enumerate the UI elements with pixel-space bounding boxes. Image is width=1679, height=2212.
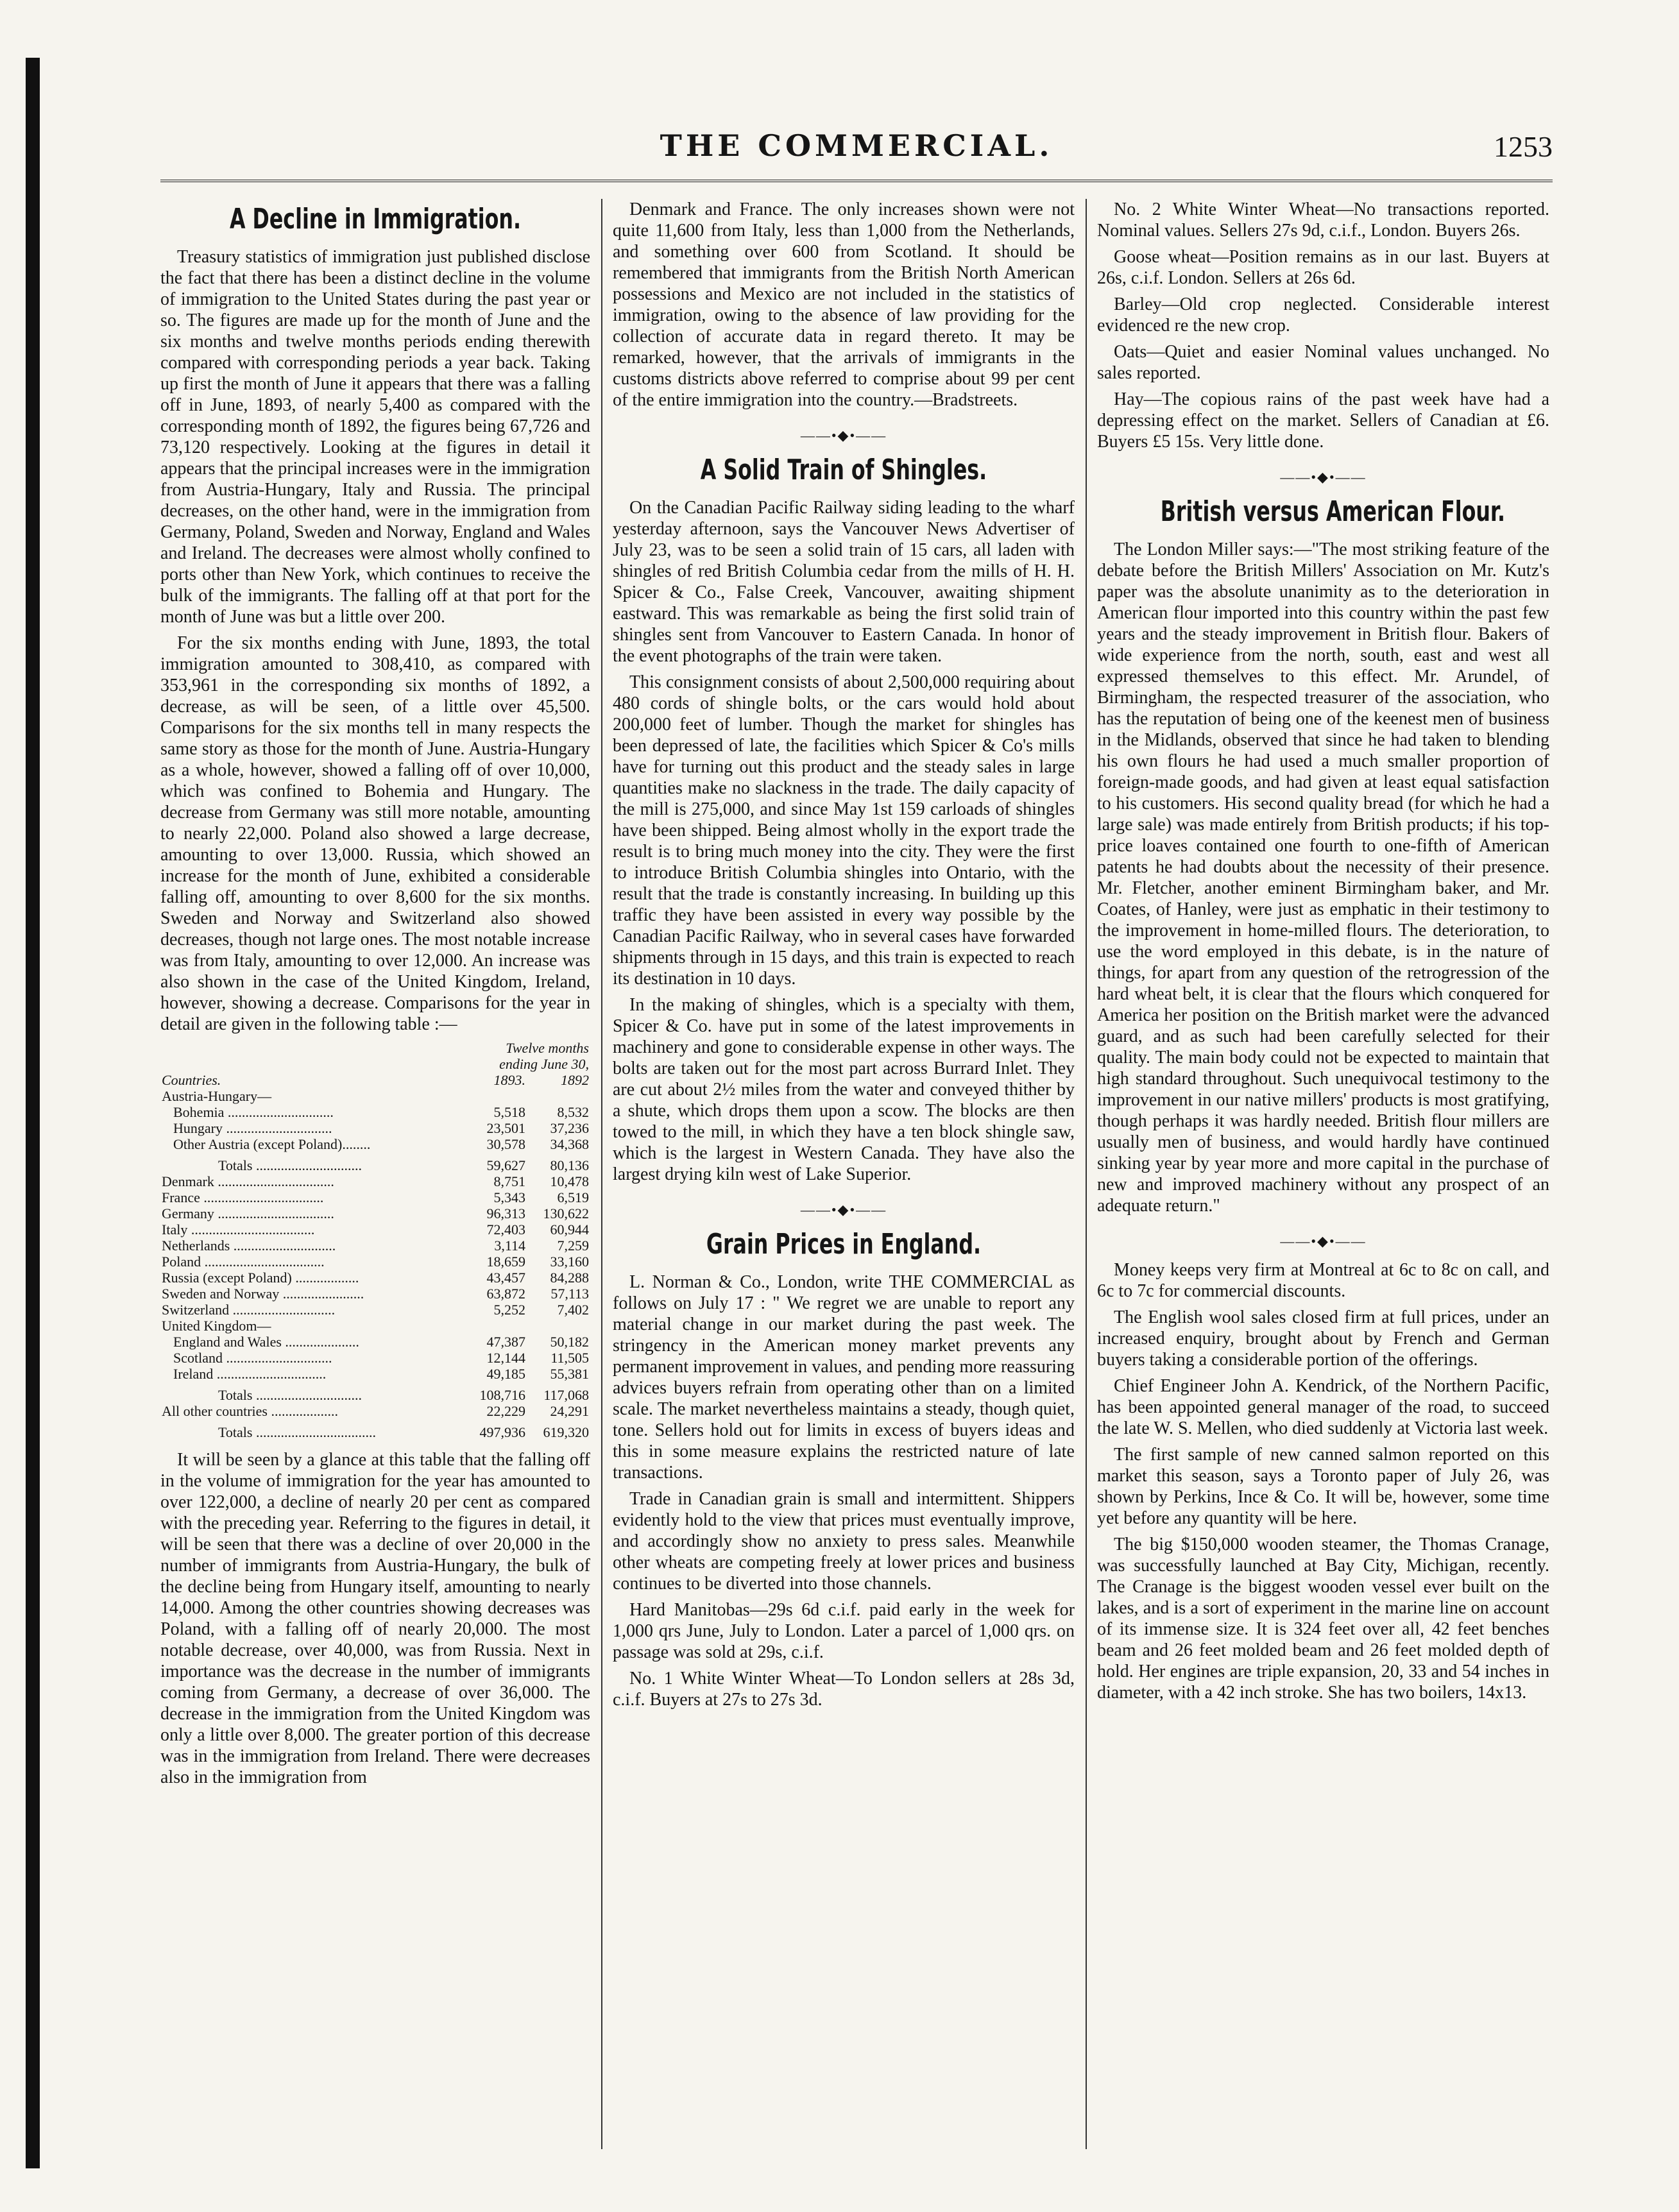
paragraph: Denmark and France. The only increases shown were not quite 11,600 from Italy, less than 1,000 from the Netherlands, and something over 600 from Scotland. It should be remembered that immigrants from the British North American possessions and Mexico are not included in the statistics of immigration, owing to the absence of law providing for the collection of accurate data in regard thereto. It may be remarked, however, that the arrivals of immigrants in the customs districts above referred to comprise about 99 per cent of the entire immigration into the country.—Bradstreets. xyxy=(613,200,1075,410)
table-row: Totals .............................. 59,627 80,136 xyxy=(218,1157,589,1173)
table-row: Sweden and Norway ....................... 63,872 57,113 xyxy=(162,1286,589,1302)
paragraph: No. 1 White Winter Wheat—To London sellers at 28s 3d, c.i.f. Buyers at 27s to 27s 3d. xyxy=(613,1669,1075,1710)
column-rule xyxy=(1086,199,1087,2149)
news-note: The big $150,000 wooden steamer, the Thomas Cranage, was successfully launched at Bay City, Michigan, recently. The Cranage is the biggest wooden vessel ever built on the lakes, and is a sort of experiment in the marine line on account of its immense size. It is 324 feet over all, 42 feet benches beam and 26 feet molded beam and 26 feet molded depth of hold. Her engines are triple expansion, 20, 33 and 54 inches in diameter, with a 42 inch stroke. She has two boilers, 14x13. xyxy=(1097,1535,1549,1703)
column-2 xyxy=(613,199,1075,1715)
masthead: THE COMMERCIAL. xyxy=(660,128,1053,163)
table-header: Countries. xyxy=(162,1072,221,1088)
article-title-grain: Grain Prices in England. xyxy=(706,1228,982,1261)
table-row: England and Wales ..................... 47,387 50,182 xyxy=(173,1334,589,1350)
table-row: Denmark ................................. 8,751 10,478 xyxy=(162,1173,589,1189)
paragraph: Trade in Canadian grain is small and intermittent. Shippers evidently hold to the view that prices must eventually improve, and accordingly show no anxiety to press sales. Meanwhile other wheats are competing freely at lower prices and business continues to be diverted into those channels. xyxy=(613,1489,1075,1594)
table-row: Scotland .............................. 12,144 11,505 xyxy=(173,1350,589,1366)
table-row: Ireland ............................... 49,185 55,381 xyxy=(173,1366,589,1382)
column-1 xyxy=(160,199,590,1793)
table-row: Italy ................................... 72,403 60,944 xyxy=(162,1221,589,1238)
paragraph: For the six months ending with June, 1893, the total immigration amounted to 308,410, as compared with 353,961 in the corresponding six months of 1892, a decrease, as will be seen, of a little over 45,500. Comparisons for the six months tell in many respects the same story as those for the month of June. Austria-Hungary as a whole, however, showed a falling off of over 10,000, which was confined to Bohemia and Hungary. The decrease from Germany was still more notable, amounting to nearly 22,000. Poland also showed a large decrease, amounting to over 13,000. Russia, which showed an increase for the month of June, exhibited a considerable falling off, amounting to over 8,600 for the six months. Sweden and Norway and Switzerland also showed decreases, though not large ones. The most notable increase was from Italy, amounting to over 12,000. An increase was also shown in the case of the United Kingdom, Ireland, however, showing a decrease. Comparisons for the year in detail are given in the following table :— xyxy=(160,633,590,1034)
paragraph: Treasury statistics of immigration just published disclose the fact that there has been a distinct decline in the volume of immigration to the United States during the past year or so. The figures are made up for the month of June and the six months and twelve months periods ending therewith compared with corresponding periods a year back. Taking up first the month of June it appears that there was a falling off in June, 1893, of nearly 5,400 as compared with the corresponding month of 1892, the figures being 67,726 and 73,120 respectively. Looking at the figures in detail it appears that the principal increases were in the immigration from Austria-Hungary, Italy and Russia. The principal decreases, on the other hand, were in the immigration from Germany, Poland, Sweden and Norway, England and Wales and Ireland. The decreases were almost wholly confined to ports other than New York, which continues to receive the bulk of the immigrants. The falling off at that port for the month of June was but a little over 200. xyxy=(160,247,590,627)
paragraph: Hard Manitobas—29s 6d c.i.f. paid early in the week for 1,000 qrs June, July to London. Later a parcel of 1,000 qrs. on passage was sold at 29s, c.i.f. xyxy=(613,1600,1075,1662)
section-divider: ——•◆•—— xyxy=(1280,1233,1367,1249)
column-rule xyxy=(601,199,602,2149)
table-row: Russia (except Poland) .................. 43,457 84,288 xyxy=(162,1270,589,1286)
page-header xyxy=(160,115,1553,182)
article-title-immigration: A Decline in Immigration. xyxy=(229,203,522,235)
paragraph: Hay—The copious rains of the past week have had a depressing effect on the market. Sellers of Canadian at £6. Buyers £5 15s. Very little done. xyxy=(1097,389,1549,452)
immigration-table xyxy=(160,1040,590,1440)
table-row: Totals .............................. 108,716 117,068 xyxy=(218,1387,589,1403)
section-divider: ——•◆•—— xyxy=(800,427,887,443)
table-row: Bohemia .............................. 5,518 8,532 xyxy=(173,1104,589,1120)
article-title-flour: British versus American Flour. xyxy=(1160,495,1506,528)
table-row: Hungary .............................. 23,501 37,236 xyxy=(173,1120,589,1136)
table-header: 1893. xyxy=(493,1072,525,1088)
paragraph: On the Canadian Pacific Railway siding leading to the wharf yesterday afternoon, says the Vancouver News Advertiser of July 23, was to be seen a solid train of 15 cars, all laden with shingles of red British Columbia cedar from the mills of H. H. Spicer & Co., False Creek, Vancouver, awaiting shipment eastward. This was remarkable as being the first solid train of shingles sent from Vancouver to Eastern Canada. In honor of the event photographs of the train were taken. xyxy=(613,498,1075,666)
paragraph: Oats—Quiet and easier Nominal values unchanged. No sales reported. xyxy=(1097,342,1549,383)
table-row: Germany ................................. 96,313 130,622 xyxy=(162,1205,589,1221)
column-3 xyxy=(1097,199,1549,1708)
section-divider: ——•◆•—— xyxy=(1280,469,1367,485)
paragraph: Goose wheat—Position remains as in our last. Buyers at 26s, c.i.f. London. Sellers at 26s 6d. xyxy=(1097,247,1549,288)
paragraph: This consignment consists of about 2,500,000 requiring about 480 cords of shingle bolts, or the cars would hold about 200,000 feet of lumber. Though the market for shingles has been depressed of late, the facilities which Spicer & Co's mills have for turning out this product and the steady sales in large quantities make no slackness in the trade. The daily capacity of the mill is 275,000, and since May 1st 159 carloads of shingles have been shipped. Being almost wholly in the export trade the result is to bring much money into the city. They were the first to introduce British Columbia shingles into Ontario, with the result that the trade is constantly increasing. In building up this traffic they have been assisted in every way possible by the Canadian Pacific Railway, who in several cases have forwarded shipments through in 15 days, and this train is expected to reach its destination in 10 days. xyxy=(613,672,1075,989)
news-note: The English wool sales closed firm at full prices, under an increased enquiry, brought about by French and German buyers taking a considerable portion of the offerings. xyxy=(1097,1307,1549,1370)
table-row: Poland .................................. 18,659 33,160 xyxy=(162,1254,589,1270)
paragraph: The London Miller says:—"The most striking feature of the debate before the British Millers' Association on Mr. Kutz's paper was the absolute unanimity as to the deterioration in American flour imported into this country within the past few years and the steady improvement in British flour. Bakers of wide experience from the north, south, east and west all expressed themselves to this effect. Mr. Arundel, of Birmingham, the respected treasurer of the association, who has the reputation of being one of the keenest men of business in the Midlands, observed that since he had taken to blending his own flours he had used a much smaller proportion of foreign-made goods, and had given at least equal satisfaction to his customers. His second quality bread (for which he had a large sale) was made entirely from British products; if his top-price loaves contained one fourth to one-fifth of American patents he had doubts about the necessity of their presence. Mr. Fletcher, another eminent Birmingham baker, and Mr. Coates, of Hanley, were just as emphatic in their testimony to the improvement in home-milled flours. The deterioration, to use the word employed in this debate, is in the nature of things, for apart from any question of the retrogression of the hard wheat belt, it is clear that the flours which conquered for America her position on the British market were the advanced guard, and as such had been carefully selected for their quality. The main body could not be expected to maintain that high standard throughout. Such unequivocal testimony to the improvement in our native millers' products is most gratifying, though perhaps it was hardly needed. British flour millers are usually men of business, and would hardly have continued sinking year by year more and more capital in the purchase of new and improved machinery without any prospect of an adequate return." xyxy=(1097,540,1549,1216)
table-row: France .................................. 5,343 6,519 xyxy=(162,1189,589,1205)
table-header: Twelve months xyxy=(506,1040,589,1056)
news-note: Money keeps very firm at Montreal at 6c to 8c on call, and 6c to 7c for commercial discounts. xyxy=(1097,1260,1549,1301)
page-binding-edge xyxy=(26,58,40,2168)
paragraph: In the making of shingles, which is a specialty with them, Spicer & Co. have put in some of the latest improvements in machinery and gone to considerable expense in other ways. The bolts are taken out for the most part across Burrard Inlet. They are cut about 2½ miles from the water and conveyed thither by a shute, which drops them upon a scow. The blocks are then towed to the mill, in which they have a ten block shingle saw, which is the largest in Western Canada. They have also the largest drying kiln west of Lake Superior. xyxy=(613,995,1075,1184)
article-title-shingles: A Solid Train of Shingles. xyxy=(700,454,987,486)
section-divider: ——•◆•—— xyxy=(800,1202,887,1218)
page-number: 1253 xyxy=(1494,130,1553,163)
table-row: Netherlands ............................. 3,114 7,259 xyxy=(162,1238,589,1254)
news-note: The first sample of new canned salmon reported on this market this season, says a Toronto paper of July 26, was shown by Perkins, Ince & Co. It will be, however, some time yet before any quantity will be here. xyxy=(1097,1445,1549,1528)
table-header: ending June 30, xyxy=(499,1056,589,1072)
table-header: 1892 xyxy=(561,1072,589,1088)
paragraph: Barley—Old crop neglected. Considerable interest evidenced re the new crop. xyxy=(1097,294,1549,336)
table-row: Totals .................................. 497,936 619,320 xyxy=(218,1424,589,1440)
table-group-label: Austria-Hungary— xyxy=(162,1088,272,1104)
table-row: All other countries ................... 22,229 24,291 xyxy=(162,1403,589,1419)
table-row: Other Austria (except Poland)........ 30,578 34,368 xyxy=(173,1136,589,1152)
table-row: Switzerland ............................. 5,252 7,402 xyxy=(162,1302,589,1318)
paragraph: L. Norman & Co., London, write THE COMMERCIAL as follows on July 17 : " We regret we are unable to report any material change in our market during the past week. The stringency in the American money market prevents any permanent improvement in values, and pending more reassuring advices buyers refrain from operating other than on a limited scale. The market nevertheless maintains a steady, though quiet, tone. Sellers hold out for limits in excess of buyers ideas and this in some measure explains the restricted nature of late transactions. xyxy=(613,1272,1075,1483)
paragraph: It will be seen by a glance at this table that the falling off in the volume of immigration for the year has amounted to over 122,000, a decline of nearly 20 per cent as compared with the preceding year. Referring to the figures in detail, it will be seen that there was a decline of over 20,000 in the number of immigrants from Austria-Hungary, the bulk of the decline being from Hungary itself, amounting to nearly 14,000. Among the other countries showing decreases was Poland, with a falling off of nearly 20,000. The most notable decrease, over 40,000, was from Russia. Next in importance was the decrease in the number of immigrants coming from Germany, a decrease of over 36,000. The decrease in the immigration from the United Kingdom was only a little over 8,000. The greater portion of this decrease was in the immigration from Ireland. There were decreases also in the immigration from xyxy=(160,1450,590,1787)
paragraph: No. 2 White Winter Wheat—No transactions reported. Nominal values. Sellers 27s 9d, c.i.f., London. Buyers 26s. xyxy=(1097,200,1549,241)
table-group-label: United Kingdom— xyxy=(162,1318,271,1334)
news-note: Chief Engineer John A. Kendrick, of the Northern Pacific, has been appointed general manager of the road, to succeed the late W. S. Mellen, who died suddenly at Victoria last week. xyxy=(1097,1376,1549,1438)
